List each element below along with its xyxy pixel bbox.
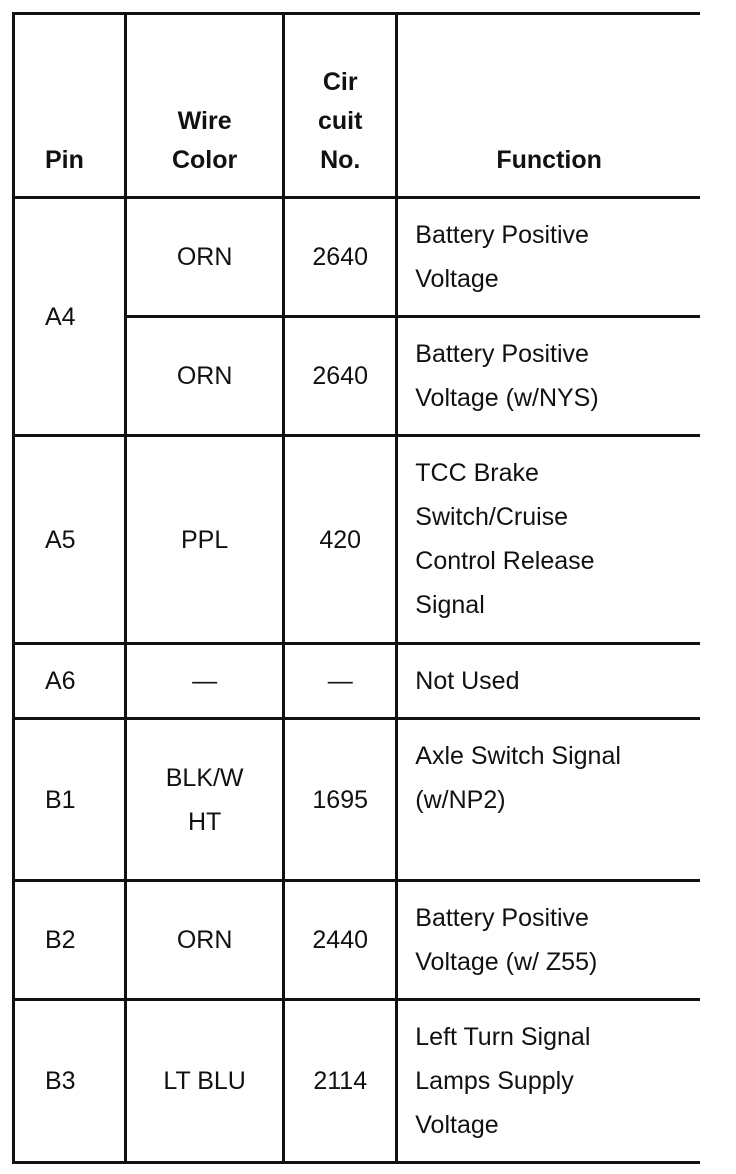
- function-line: Not Used: [415, 667, 520, 695]
- function-line: Control Release: [415, 547, 595, 575]
- pin-cell: A4: [14, 198, 126, 436]
- function-line: Left Turn Signal: [415, 1023, 591, 1051]
- circuit-cell: 1695: [284, 719, 397, 881]
- pin-cell: A5: [14, 436, 126, 644]
- function-cell: [397, 436, 700, 644]
- wire-color-line: HT: [187, 807, 222, 836]
- header-circuit-line-1: Cir: [322, 68, 358, 96]
- function-cell: [397, 1000, 700, 1163]
- function-cell: [397, 198, 700, 317]
- function-cell: [397, 719, 700, 881]
- function-line: Voltage: [415, 265, 499, 293]
- pin-cell: A6: [14, 644, 126, 719]
- pin-cell: B2: [14, 881, 126, 1000]
- table-row: [14, 436, 701, 644]
- wire-color-cell: ORN: [126, 198, 284, 317]
- function-cell: [397, 881, 700, 1000]
- circuit-cell: 2640: [284, 317, 397, 436]
- table-row: [14, 198, 701, 317]
- pinout-table: [12, 12, 700, 1164]
- pin-cell: B3: [14, 1000, 126, 1163]
- wire-color-cell: ORN: [126, 317, 284, 436]
- table-row: [14, 644, 701, 719]
- wire-color-cell: PPL: [126, 436, 284, 644]
- function-line: Battery Positive: [415, 340, 589, 368]
- wire-color-line: BLK/W: [165, 763, 244, 792]
- function-line: Switch/Cruise: [415, 503, 569, 531]
- circuit-cell: 420: [284, 436, 397, 644]
- header-circuit-number: [284, 14, 397, 198]
- header-wire-color: [126, 14, 284, 198]
- function-line: (w/NP2): [415, 786, 506, 814]
- function-line: Lamps Supply: [415, 1067, 574, 1095]
- header-function: Function: [397, 14, 700, 198]
- function-line: Voltage (w/NYS): [415, 384, 599, 412]
- header-circuit-line-2: cuit: [318, 107, 363, 135]
- function-line: Battery Positive: [415, 221, 589, 249]
- header-pin: Pin: [14, 14, 126, 198]
- circuit-cell: 2440: [284, 881, 397, 1000]
- table-row: [14, 881, 701, 1000]
- function-line: Axle Switch Signal: [415, 742, 621, 770]
- table-row: [14, 1000, 701, 1163]
- header-wire-color-line-2: Color: [171, 146, 238, 174]
- function-line: TCC Brake: [415, 459, 539, 487]
- header-wire-color-line-1: Wire: [177, 107, 232, 135]
- wire-color-cell: LT BLU: [126, 1000, 284, 1163]
- table-row: [14, 719, 701, 881]
- pin-cell: B1: [14, 719, 126, 881]
- header-row: [14, 14, 701, 198]
- function-cell: [397, 644, 700, 719]
- wire-color-cell: ORN: [126, 881, 284, 1000]
- function-line: Signal: [415, 591, 485, 619]
- header-circuit-line-3: No.: [320, 146, 361, 174]
- function-line: Battery Positive: [415, 904, 589, 932]
- function-line: Voltage (w/ Z55): [415, 948, 598, 976]
- function-cell: [397, 317, 700, 436]
- wire-color-cell: [126, 719, 284, 881]
- circuit-cell: 2114: [284, 1000, 397, 1163]
- circuit-cell: 2640: [284, 198, 397, 317]
- function-line: Voltage: [415, 1111, 499, 1139]
- circuit-cell: —: [284, 644, 397, 719]
- pinout-table-container: [12, 12, 700, 1164]
- wire-color-cell: —: [126, 644, 284, 719]
